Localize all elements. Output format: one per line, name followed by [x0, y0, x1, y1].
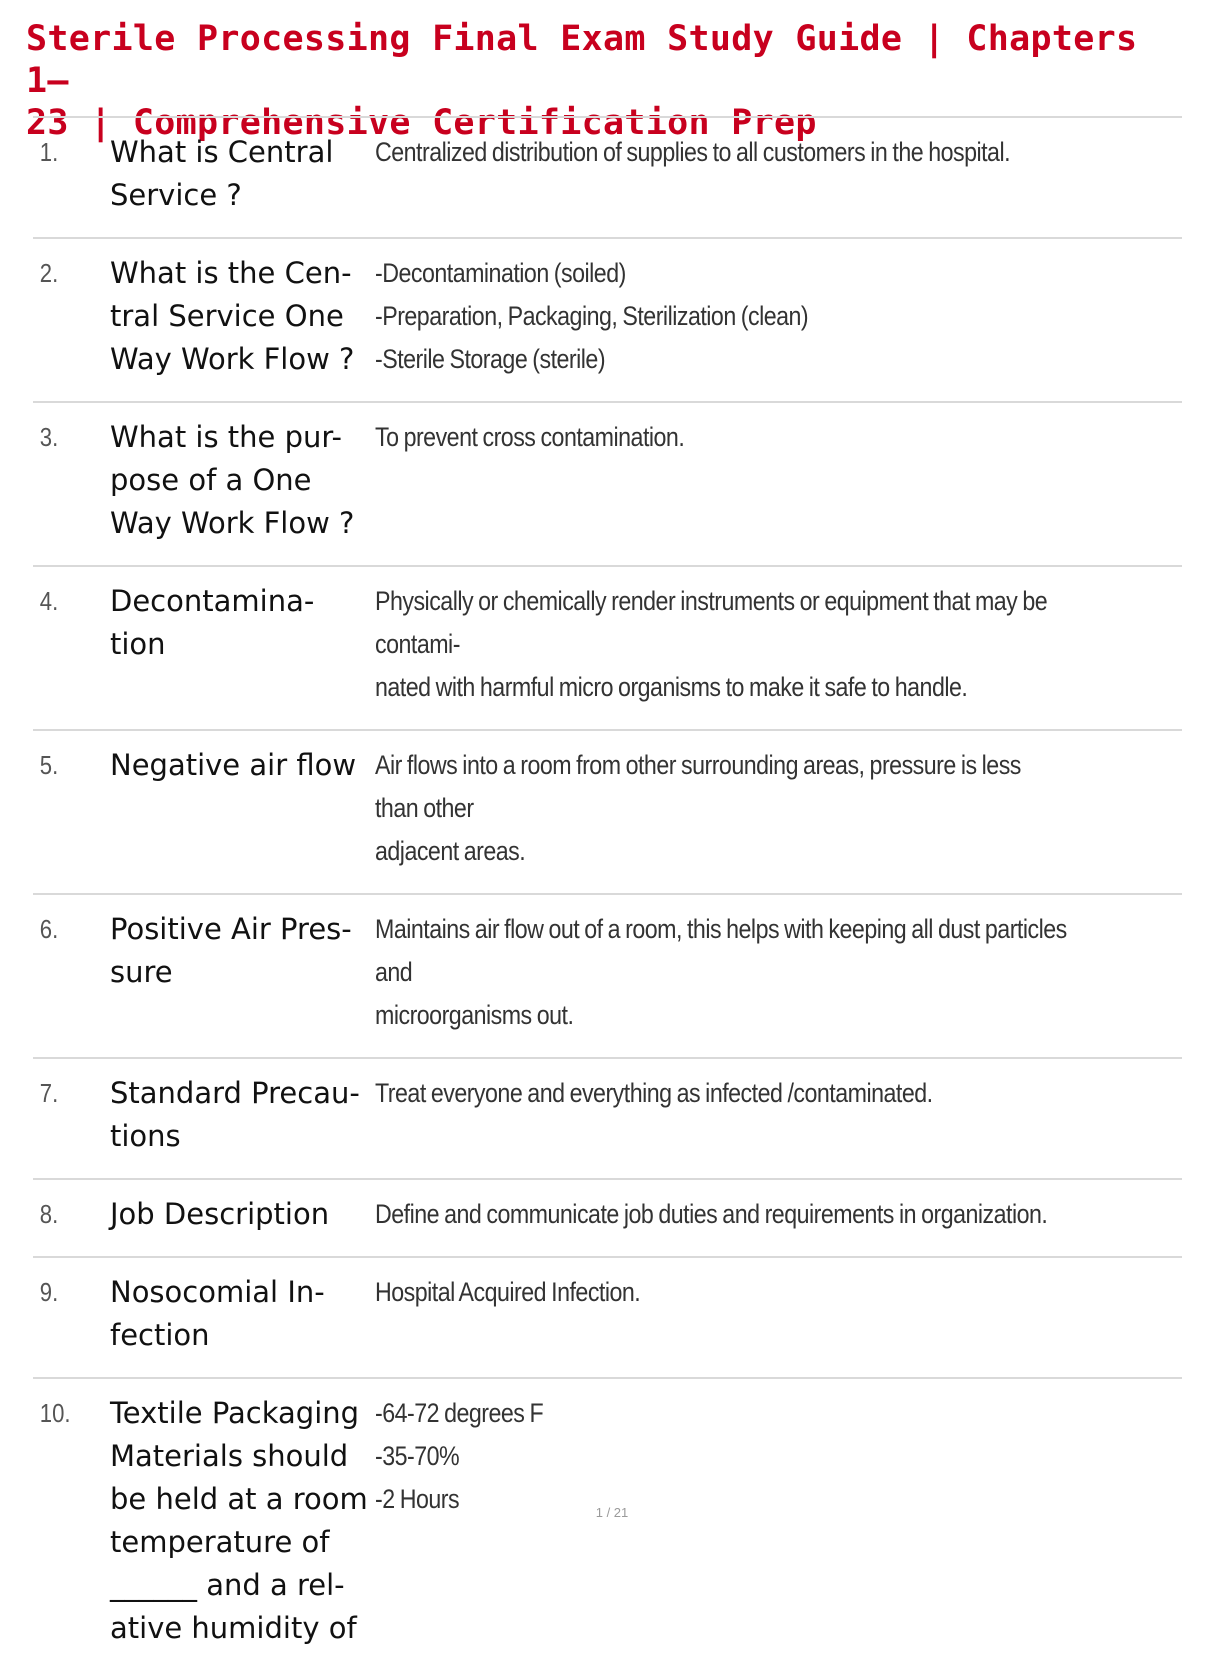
card-term: What is the pur- pose of a One Way Work Flow ?: [110, 420, 355, 540]
card-term: Negative air flow: [110, 748, 357, 782]
card-term: What is the Cen- tral Service One Way Work Flow ?: [110, 256, 355, 376]
flashcard-row: [33, 1059, 1182, 1180]
card-definition: -Decontamination (soiled) -Preparation, Packaging, Sterilization (clean) -Sterile Storage (sterile): [375, 258, 809, 374]
flashcard-row: [33, 895, 1182, 1059]
card-definition: Hospital Acquired Infection.: [375, 1277, 641, 1307]
card-term: Decontamina- tion: [110, 584, 315, 661]
flashcard-row: [33, 118, 1182, 239]
card-definition: To prevent cross contamination.: [375, 422, 685, 452]
flashcard-row: [33, 1258, 1182, 1379]
card-term: Positive Air Pres- sure: [110, 912, 352, 989]
card-term: Standard Precau- tions: [110, 1076, 360, 1153]
flashcard-row: [33, 403, 1182, 567]
page-number: 1 / 21: [595, 1505, 629, 1520]
flashcard-row: [33, 731, 1182, 895]
flashcard-row: [33, 1180, 1182, 1258]
card-definition: Air flows into a room from other surrounding areas, pressure is less than other adjacent areas.: [375, 750, 1021, 866]
card-number: 9.: [39, 1277, 59, 1307]
card-number: 3.: [39, 422, 59, 452]
card-definition: -64-72 degrees F -35-70% -2 Hours: [375, 1398, 544, 1514]
document-title: Sterile Processing Final Exam Study Guide | Chapters 1– 23 | Comprehensive Certification Prep: [26, 19, 1138, 143]
card-term: Nosocomial In- fection: [110, 1275, 325, 1352]
card-number: 1.: [39, 137, 59, 167]
card-number: 6.: [39, 914, 59, 944]
card-definition: Define and communicate job duties and requirements in organization.: [375, 1199, 1048, 1229]
card-number: 5.: [39, 750, 59, 780]
card-term: Textile Packaging Materials should be held at a room temperature of ______ and a rel- ative humidity of: [110, 1396, 368, 1645]
card-number: 4.: [39, 586, 59, 616]
card-number: 2.: [39, 258, 59, 288]
flashcard-row: [33, 1379, 1182, 1670]
card-term: Job Description: [110, 1197, 330, 1231]
flashcard-row: [33, 567, 1182, 731]
flashcard-list: [33, 116, 1182, 1670]
card-definition: Maintains air flow out of a room, this helps with keeping all dust particles and microorganisms out.: [375, 914, 1067, 1030]
card-definition: Physically or chemically render instruments or equipment that may be contami- nated with harmful micro organisms to make it safe to handle.: [375, 586, 1048, 702]
card-number: 10.: [39, 1398, 71, 1428]
card-definition: Treat everyone and everything as infected /contaminated.: [375, 1078, 933, 1108]
card-number: 7.: [39, 1078, 59, 1108]
card-term: What is Central Service ?: [110, 135, 334, 212]
card-number: 8.: [39, 1199, 59, 1229]
flashcard-row: [33, 239, 1182, 403]
card-definition: Centralized distribution of supplies to all customers in the hospital.: [375, 137, 1011, 167]
